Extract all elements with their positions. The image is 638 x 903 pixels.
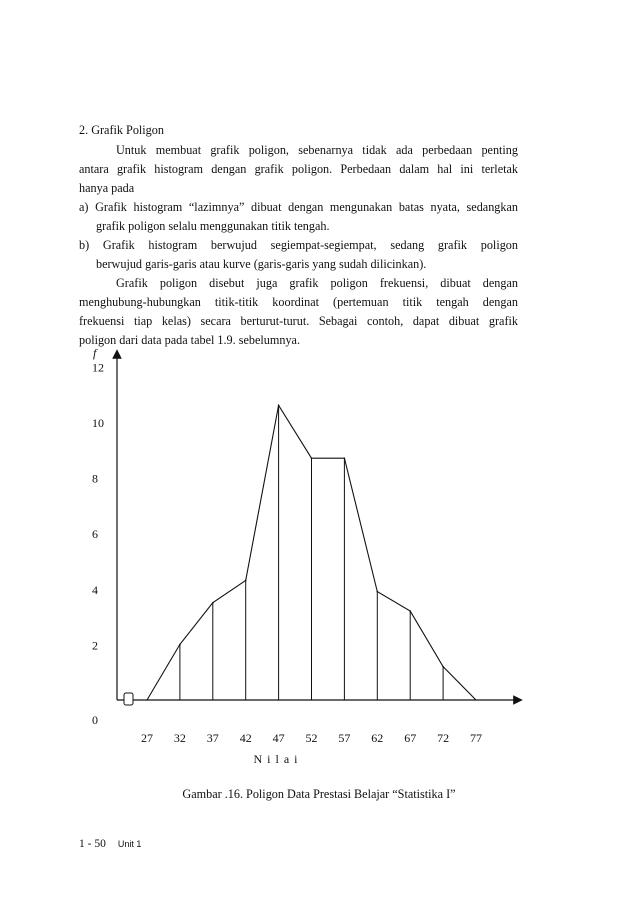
- x-tick-label: 32: [173, 731, 186, 745]
- x-tick-label: 72: [437, 731, 450, 745]
- list-item-a: a) Grafik histogram “lazimnya” dibuat dengan mengunakan batas nyata, sedangkan: [79, 200, 518, 214]
- figure-caption: Gambar .16. Poligon Data Prestasi Belajar “Statistika I”: [182, 787, 456, 801]
- y-tick-label: 2: [92, 638, 98, 653]
- data-point: [278, 405, 280, 407]
- y-tick-label: 6: [92, 527, 98, 542]
- y-axis-label: f: [93, 346, 97, 360]
- x-tick-label: 52: [305, 731, 318, 745]
- drop-lines: [180, 405, 443, 700]
- y-tick-label: 10: [92, 416, 104, 430]
- x-tick-label: 67: [404, 731, 417, 745]
- y-tick-label: 8: [92, 471, 98, 486]
- y-tick-label: 12: [92, 360, 104, 375]
- paragraph-line: frekuensi tiap kelas) secara berturut-turut. Sebagai contoh, dapat dibuat grafik: [79, 314, 518, 328]
- data-point: [409, 610, 411, 612]
- x-tick-labels: [141, 731, 482, 745]
- y-tick-labels: [92, 360, 104, 727]
- data-point: [442, 666, 444, 668]
- paragraph-line: Grafik poligon disebut juga grafik poligon frekuensi, dibuat dengan: [116, 276, 518, 290]
- x-tick-label: 57: [338, 731, 351, 745]
- x-tick-label: 47: [272, 731, 285, 745]
- y-tick-label: 4: [92, 582, 98, 597]
- y-tick-label: 0: [92, 713, 98, 727]
- list-item-b: b) Grafik histogram berwujud segiempat-segiempat, sedang grafik poligon: [79, 238, 518, 252]
- x-tick-label: 27: [141, 731, 153, 745]
- section-heading: 2. Grafik Poligon: [79, 123, 164, 137]
- list-item-b-continued: berwujud garis-garis atau kurve (garis-garis yang sudah dilicinkan).: [96, 257, 427, 271]
- list-item-a-continued: grafik poligon selalu menggunakan titik tengah.: [96, 219, 330, 233]
- x-axis-label: N i l a i: [253, 752, 299, 766]
- paragraph-line: menghubung-hubungkan titik-titik koordinat (pertemuan titik tengah dengan: [79, 295, 518, 309]
- paragraph-line: antara grafik histogram dengan grafik poligon. Perbedaan dalam hal ini terletak: [79, 162, 518, 176]
- data-point: [344, 457, 346, 459]
- axis-break-symbol: [124, 693, 133, 705]
- data-point: [179, 644, 181, 646]
- page-footer: [79, 838, 141, 850]
- paragraph-line: poligon dari data pada tabel 1.9. sebelumnya.: [79, 333, 300, 347]
- data-point: [212, 602, 214, 604]
- data-point: [377, 591, 379, 593]
- paragraph-line: hanya pada: [79, 181, 135, 195]
- x-tick-label: 42: [239, 731, 252, 745]
- page-number: 1 - 50: [79, 838, 106, 850]
- x-tick-label: 37: [206, 731, 219, 745]
- data-point: [311, 457, 313, 459]
- data-point: [245, 580, 247, 582]
- paragraph-line: Untuk membuat grafik poligon, sebenarnya tidak ada perbedaan penting: [116, 143, 518, 157]
- x-tick-label: 77: [470, 731, 482, 745]
- unit-label: Unit 1: [117, 839, 142, 849]
- x-tick-label: 62: [371, 731, 384, 745]
